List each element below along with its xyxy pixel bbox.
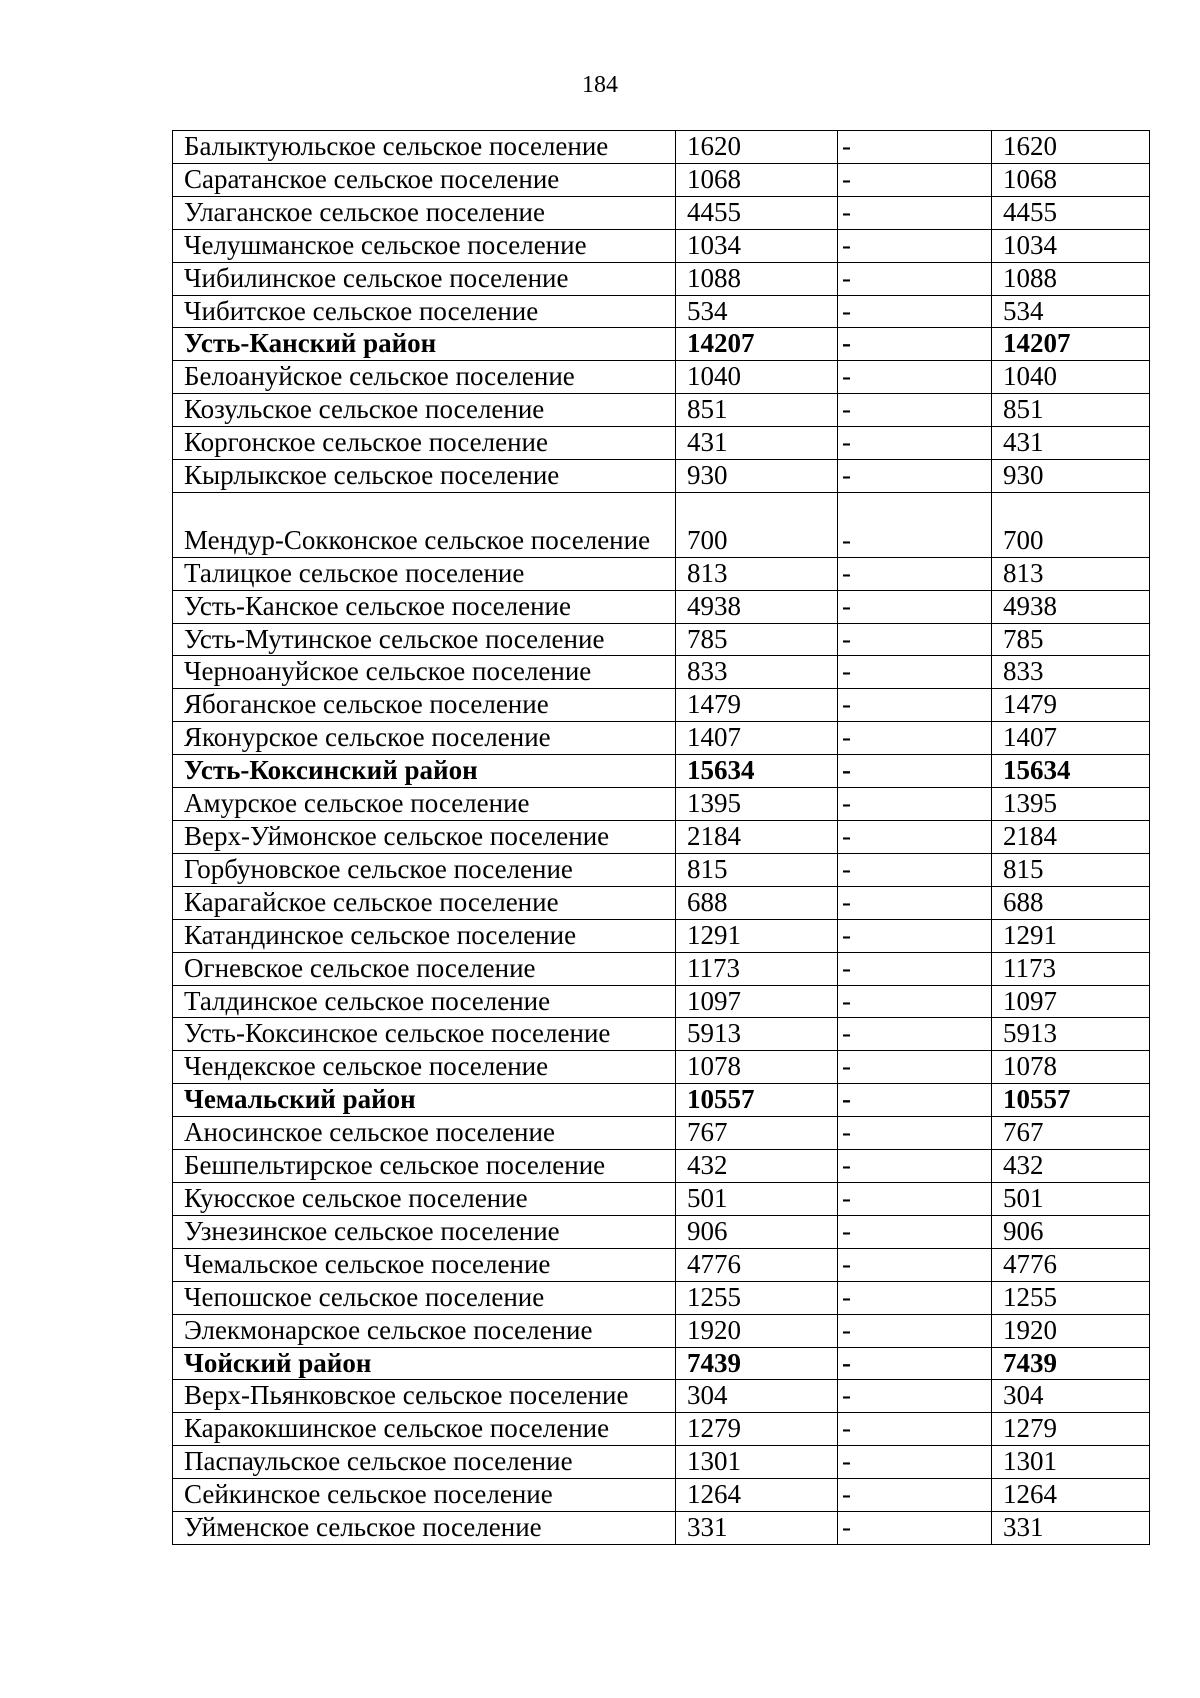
cell-settlement-name: Усть-Канское сельское поселение	[173, 590, 676, 623]
cell-value-2	[838, 1117, 992, 1150]
table-row	[173, 1512, 1150, 1545]
dash-mark: -	[842, 1150, 851, 1181]
cell-settlement-name: Усть-Коксинский район	[173, 755, 676, 788]
cell-value-3: 1097	[992, 985, 1150, 1018]
cell-value-2	[838, 427, 992, 460]
cell-value-2	[838, 1182, 992, 1215]
dash-mark: -	[842, 755, 851, 786]
cell-value-2	[838, 1380, 992, 1413]
cell-value-2	[838, 394, 992, 427]
cell-value-3: 851	[992, 394, 1150, 427]
cell-settlement-name: Коргонское сельское поселение	[173, 427, 676, 460]
cell-value-1: 5913	[676, 1018, 838, 1051]
table-row	[173, 229, 1150, 262]
cell-value-1: 1068	[676, 163, 838, 196]
table-row	[173, 1380, 1150, 1413]
cell-value-1: 700	[676, 492, 838, 557]
dash-mark: -	[842, 394, 851, 425]
cell-value-2	[838, 492, 992, 557]
dash-mark: -	[842, 788, 851, 819]
dash-mark: -	[842, 1413, 851, 1444]
cell-value-3: 14207	[992, 328, 1150, 361]
cell-value-2	[838, 1281, 992, 1314]
cell-value-2	[838, 1018, 992, 1051]
cell-value-1: 4455	[676, 196, 838, 229]
table-body	[173, 131, 1150, 1545]
cell-value-3: 1920	[992, 1314, 1150, 1347]
table-row	[173, 623, 1150, 656]
dash-mark: -	[842, 656, 851, 687]
cell-settlement-name: Талдинское сельское поселение	[173, 985, 676, 1018]
cell-value-1: 688	[676, 886, 838, 919]
table-row	[173, 295, 1150, 328]
cell-value-2	[838, 1084, 992, 1117]
cell-value-1: 501	[676, 1182, 838, 1215]
cell-value-2	[838, 262, 992, 295]
dash-mark: -	[842, 1018, 851, 1049]
cell-value-3: 501	[992, 1182, 1150, 1215]
cell-settlement-name: Чемальский район	[173, 1084, 676, 1117]
dash-mark: -	[842, 229, 851, 260]
table-row	[173, 788, 1150, 821]
dash-mark: -	[842, 1512, 851, 1543]
cell-value-2	[838, 755, 992, 788]
cell-settlement-name: Сейкинское сельское поселение	[173, 1479, 676, 1512]
cell-value-1: 1279	[676, 1413, 838, 1446]
cell-value-1: 331	[676, 1512, 838, 1545]
table-row	[173, 1117, 1150, 1150]
cell-settlement-name: Огневское сельское поселение	[173, 952, 676, 985]
cell-value-3: 833	[992, 656, 1150, 689]
cell-value-2	[838, 788, 992, 821]
cell-value-3: 2184	[992, 821, 1150, 854]
dash-mark: -	[842, 1446, 851, 1477]
cell-settlement-name: Мендур-Сокконское сельское поселение	[173, 492, 676, 557]
cell-value-3: 1040	[992, 361, 1150, 394]
cell-settlement-name: Элекмонарское сельское поселение	[173, 1314, 676, 1347]
cell-value-3: 1173	[992, 952, 1150, 985]
cell-value-2	[838, 821, 992, 854]
dash-mark: -	[842, 163, 851, 194]
cell-settlement-name: Балыктуюльское сельское поселение	[173, 131, 676, 164]
cell-value-3: 15634	[992, 755, 1150, 788]
cell-settlement-name: Усть-Мутинское сельское поселение	[173, 623, 676, 656]
dash-mark: -	[842, 590, 851, 621]
cell-value-3: 700	[992, 492, 1150, 557]
cell-value-3: 1088	[992, 262, 1150, 295]
cell-value-3: 1395	[992, 788, 1150, 821]
cell-value-1: 906	[676, 1215, 838, 1248]
dash-mark: -	[842, 1248, 851, 1279]
dash-mark: -	[842, 821, 851, 852]
dash-mark: -	[842, 1479, 851, 1510]
dash-mark: -	[842, 328, 851, 359]
cell-value-3: 304	[992, 1380, 1150, 1413]
cell-settlement-name: Чепошское сельское поселение	[173, 1281, 676, 1314]
cell-settlement-name: Катандинское сельское поселение	[173, 919, 676, 952]
dash-mark: -	[842, 1117, 851, 1148]
cell-value-2	[838, 557, 992, 590]
cell-value-1: 1097	[676, 985, 838, 1018]
cell-value-2	[838, 1215, 992, 1248]
cell-value-2	[838, 196, 992, 229]
cell-value-3: 4455	[992, 196, 1150, 229]
cell-value-2	[838, 1413, 992, 1446]
settlements-table	[172, 130, 1150, 1545]
table-row	[173, 1446, 1150, 1479]
cell-value-3: 1291	[992, 919, 1150, 952]
table-row	[173, 196, 1150, 229]
cell-value-3: 815	[992, 853, 1150, 886]
cell-value-3: 1407	[992, 722, 1150, 755]
cell-value-2	[838, 361, 992, 394]
table-row	[173, 590, 1150, 623]
cell-settlement-name: Саратанское сельское поселение	[173, 163, 676, 196]
cell-value-1: 4938	[676, 590, 838, 623]
dash-mark: -	[842, 131, 851, 161]
cell-value-3: 5913	[992, 1018, 1150, 1051]
cell-value-3: 930	[992, 460, 1150, 493]
cell-settlement-name: Бешпельтирское сельское поселение	[173, 1150, 676, 1183]
cell-value-2	[838, 1051, 992, 1084]
cell-value-3: 785	[992, 623, 1150, 656]
cell-value-3: 1279	[992, 1413, 1150, 1446]
cell-value-1: 1255	[676, 1281, 838, 1314]
cell-settlement-name: Паспаульское сельское поселение	[173, 1446, 676, 1479]
cell-value-3: 906	[992, 1215, 1150, 1248]
cell-value-1: 10557	[676, 1084, 838, 1117]
cell-value-1: 930	[676, 460, 838, 493]
cell-value-2	[838, 722, 992, 755]
dash-mark: -	[842, 985, 851, 1016]
table-row	[173, 557, 1150, 590]
table-row	[173, 952, 1150, 985]
cell-value-2	[838, 328, 992, 361]
cell-value-3: 1068	[992, 163, 1150, 196]
cell-settlement-name: Куюсское сельское поселение	[173, 1182, 676, 1215]
dash-mark: -	[842, 196, 851, 227]
cell-value-1: 7439	[676, 1347, 838, 1380]
cell-value-2	[838, 1314, 992, 1347]
cell-settlement-name: Уйменское сельское поселение	[173, 1512, 676, 1545]
cell-value-1: 1407	[676, 722, 838, 755]
cell-value-3: 813	[992, 557, 1150, 590]
dash-mark: -	[842, 1380, 851, 1411]
dash-mark: -	[842, 557, 851, 588]
cell-value-3: 1078	[992, 1051, 1150, 1084]
table-row	[173, 131, 1150, 164]
cell-settlement-name: Козульское сельское поселение	[173, 394, 676, 427]
dash-mark: -	[842, 689, 851, 720]
cell-settlement-name: Кырлыкское сельское поселение	[173, 460, 676, 493]
cell-settlement-name: Чибилинское сельское поселение	[173, 262, 676, 295]
cell-value-1: 304	[676, 1380, 838, 1413]
dash-mark: -	[842, 1314, 851, 1345]
table-row	[173, 722, 1150, 755]
cell-value-1: 785	[676, 623, 838, 656]
dash-mark: -	[842, 1281, 851, 1312]
cell-value-2	[838, 295, 992, 328]
cell-value-1: 1395	[676, 788, 838, 821]
cell-value-1: 851	[676, 394, 838, 427]
table-row	[173, 163, 1150, 196]
table-row	[173, 1413, 1150, 1446]
table-row	[173, 460, 1150, 493]
cell-value-3: 1264	[992, 1479, 1150, 1512]
cell-settlement-name: Узнезинское сельское поселение	[173, 1215, 676, 1248]
cell-value-2	[838, 163, 992, 196]
cell-value-1: 767	[676, 1117, 838, 1150]
cell-value-1: 4776	[676, 1248, 838, 1281]
cell-value-3: 7439	[992, 1347, 1150, 1380]
table-row	[173, 1182, 1150, 1215]
cell-value-3: 431	[992, 427, 1150, 460]
dash-mark: -	[842, 1182, 851, 1213]
cell-settlement-name: Талицкое сельское поселение	[173, 557, 676, 590]
table-row	[173, 985, 1150, 1018]
cell-settlement-name: Усть-Коксинское сельское поселение	[173, 1018, 676, 1051]
cell-value-2	[838, 656, 992, 689]
cell-value-1: 1920	[676, 1314, 838, 1347]
cell-value-1: 431	[676, 427, 838, 460]
table-row	[173, 1215, 1150, 1248]
cell-value-3: 1479	[992, 689, 1150, 722]
cell-value-3: 1620	[992, 131, 1150, 164]
table-row-district	[173, 328, 1150, 361]
cell-value-2	[838, 886, 992, 919]
cell-value-1: 14207	[676, 328, 838, 361]
dash-mark: -	[842, 722, 851, 753]
cell-value-1: 833	[676, 656, 838, 689]
cell-value-2	[838, 1479, 992, 1512]
cell-settlement-name: Черноануйское сельское поселение	[173, 656, 676, 689]
table-row	[173, 1314, 1150, 1347]
cell-value-1: 1088	[676, 262, 838, 295]
cell-value-3: 432	[992, 1150, 1150, 1183]
table-row	[173, 886, 1150, 919]
cell-settlement-name: Чибитское сельское поселение	[173, 295, 676, 328]
cell-value-3: 1301	[992, 1446, 1150, 1479]
table-row	[173, 427, 1150, 460]
table-row	[173, 394, 1150, 427]
cell-settlement-name: Карагайское сельское поселение	[173, 886, 676, 919]
dash-mark: -	[842, 1051, 851, 1082]
cell-value-3: 4776	[992, 1248, 1150, 1281]
cell-settlement-name: Челушманское сельское поселение	[173, 229, 676, 262]
dash-mark: -	[842, 524, 851, 555]
cell-value-1: 432	[676, 1150, 838, 1183]
cell-value-1: 815	[676, 853, 838, 886]
cell-value-1: 534	[676, 295, 838, 328]
cell-value-3: 10557	[992, 1084, 1150, 1117]
cell-value-2	[838, 1248, 992, 1281]
cell-value-1: 1264	[676, 1479, 838, 1512]
table-row	[173, 1281, 1150, 1314]
cell-settlement-name: Горбуновское сельское поселение	[173, 853, 676, 886]
cell-value-1: 1479	[676, 689, 838, 722]
dash-mark: -	[842, 623, 851, 654]
cell-value-2	[838, 1150, 992, 1183]
cell-settlement-name: Амурское сельское поселение	[173, 788, 676, 821]
cell-value-2	[838, 1446, 992, 1479]
table-row	[173, 1479, 1150, 1512]
dash-mark: -	[842, 886, 851, 917]
dash-mark: -	[842, 427, 851, 458]
cell-value-1: 1301	[676, 1446, 838, 1479]
cell-settlement-name: Верх-Пьянковское сельское поселение	[173, 1380, 676, 1413]
cell-value-1: 1291	[676, 919, 838, 952]
dash-mark: -	[842, 262, 851, 293]
dash-mark: -	[842, 952, 851, 983]
cell-value-3: 767	[992, 1117, 1150, 1150]
cell-value-2	[838, 1347, 992, 1380]
table-row-district	[173, 1084, 1150, 1117]
cell-settlement-name: Чемальское сельское поселение	[173, 1248, 676, 1281]
table-row	[173, 656, 1150, 689]
cell-value-1: 1034	[676, 229, 838, 262]
cell-value-3: 1034	[992, 229, 1150, 262]
table-row-district	[173, 755, 1150, 788]
cell-value-3: 534	[992, 295, 1150, 328]
cell-value-2	[838, 985, 992, 1018]
cell-value-1: 1040	[676, 361, 838, 394]
table-row	[173, 361, 1150, 394]
cell-settlement-name: Чойский район	[173, 1347, 676, 1380]
dash-mark: -	[842, 1347, 851, 1378]
cell-settlement-name: Яконурское сельское поселение	[173, 722, 676, 755]
cell-value-1: 1078	[676, 1051, 838, 1084]
cell-value-1: 2184	[676, 821, 838, 854]
cell-settlement-name: Каракокшинское сельское поселение	[173, 1413, 676, 1446]
cell-settlement-name: Аносинское сельское поселение	[173, 1117, 676, 1150]
dash-mark: -	[842, 460, 851, 491]
cell-value-2	[838, 460, 992, 493]
table-row	[173, 1051, 1150, 1084]
cell-value-3: 4938	[992, 590, 1150, 623]
cell-settlement-name: Ябоганское сельское поселение	[173, 689, 676, 722]
dash-mark: -	[842, 919, 851, 950]
cell-value-2	[838, 229, 992, 262]
table-row	[173, 1248, 1150, 1281]
cell-value-1: 813	[676, 557, 838, 590]
cell-value-2	[838, 952, 992, 985]
cell-value-3: 1255	[992, 1281, 1150, 1314]
dash-mark: -	[842, 1215, 851, 1246]
table-row	[173, 853, 1150, 886]
cell-value-2	[838, 853, 992, 886]
cell-value-2	[838, 623, 992, 656]
cell-value-2	[838, 1512, 992, 1545]
cell-settlement-name: Белоануйское сельское поселение	[173, 361, 676, 394]
cell-value-1: 1620	[676, 131, 838, 164]
cell-settlement-name: Усть-Канский район	[173, 328, 676, 361]
cell-value-2	[838, 131, 992, 164]
cell-settlement-name: Верх-Уймонское сельское поселение	[173, 821, 676, 854]
table-row	[173, 492, 1150, 557]
dash-mark: -	[842, 853, 851, 884]
cell-value-3: 688	[992, 886, 1150, 919]
table-row	[173, 689, 1150, 722]
table-row-district	[173, 1347, 1150, 1380]
table-row	[173, 1018, 1150, 1051]
cell-settlement-name: Улаганское сельское поселение	[173, 196, 676, 229]
dash-mark: -	[842, 361, 851, 392]
table-row	[173, 919, 1150, 952]
cell-value-1: 15634	[676, 755, 838, 788]
page-number: 184	[582, 72, 618, 98]
cell-value-2	[838, 919, 992, 952]
cell-settlement-name: Чендекское сельское поселение	[173, 1051, 676, 1084]
cell-value-3: 331	[992, 1512, 1150, 1545]
table-row	[173, 821, 1150, 854]
cell-value-1: 1173	[676, 952, 838, 985]
dash-mark: -	[842, 1084, 851, 1115]
cell-value-2	[838, 689, 992, 722]
cell-value-2	[838, 590, 992, 623]
dash-mark: -	[842, 295, 851, 326]
table-row	[173, 262, 1150, 295]
table-row	[173, 1150, 1150, 1183]
